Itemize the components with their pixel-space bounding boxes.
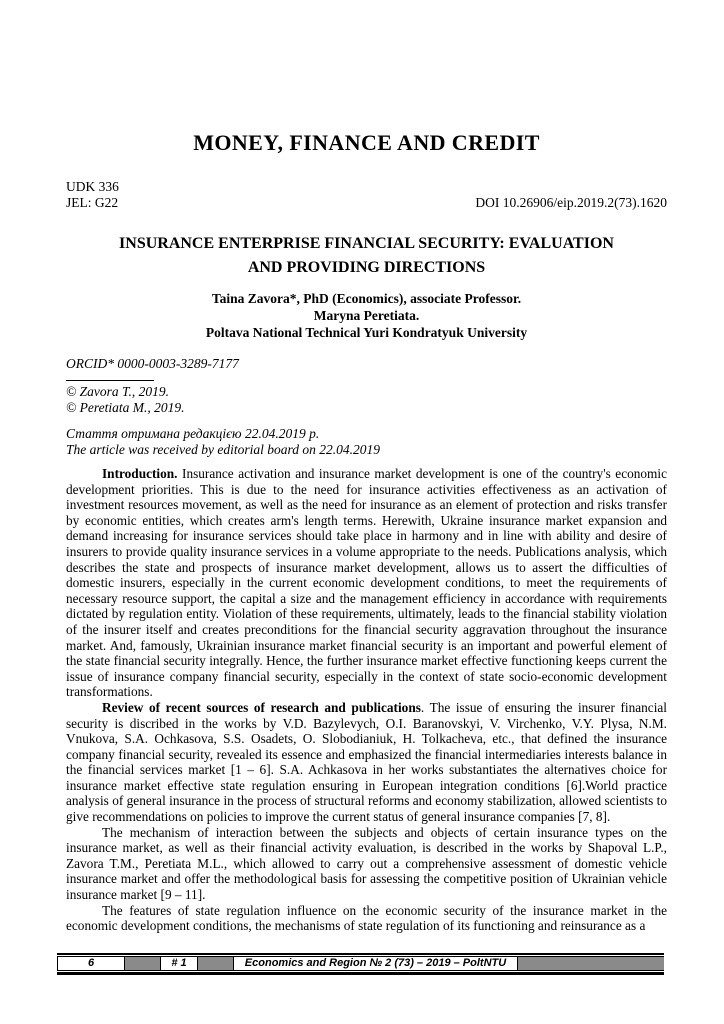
introduction-heading: Introduction. [102,466,178,481]
paragraph-mechanism [66,825,667,903]
jel-code: JEL: G22 [66,195,119,210]
jel-doi-row [66,195,667,211]
received-date-uk: Стаття отримана редакцією 22.04.2019 р. [66,426,320,441]
article-body [66,466,667,934]
footer-journal-title: Economics and Region № 2 (73) – 2019 – PoltNTU [233,957,518,970]
article-title [66,232,667,280]
footer-issue-number: # 1 [160,957,198,970]
introduction-text: Insurance activation and insurance market development is one of the country's economic development priorities. This is due to the need for insurance activities effectiveness as an activation of investment resources movement, as well as the need for insurance as an element of protection and risks transfer by economic entities, which creates arm's length terms. Herewith, Ukraine insurance market expansion and demand increasing for insurance services should take place in harmony and in line with ability and desire of insurers to provide quality insurance services in a volume appropriate to the needs. Publications analysis, which describes the state and prospects of insurance market development, allows us to assert the difficulties of domestic insurers, especially in the current economic development conditions, to meet the requirements of necessary resource support, the capital a size and the management efficiency in accordance with requirements dictated by regulation entity. Violation of these requirements, ultimately, leads to the financial stability violation of the insurer itself and creates preconditions for the financial security aggravation throughout the insurance market. And, famously, Ukrainian insurance market financial security is an important and powerful element of the state financial security integrally. Hence, the further insurance market effective functioning keeps current the issue of insurance company financial security, especially in the context of state socio-economic development transformations. [66,466,667,700]
page-footer [57,953,664,975]
udk-code: UDK 336 [66,179,119,194]
authors-block [66,290,667,341]
review-text: . The issue of ensuring the insurer financial security is discribed in the works by V.D. Bazylevych, O.I. Baranovskyi, V. Virchenko, V.Y. Plysa, N.M. Vnukova, S.A. Ochkasova, S.S. Osadets, O. Slobodianiuk, H. Tolkacheva, etc., that defined the insurance company financial security, revealed its essence and emphasized the financial intermediaries interests balance in the financial services market [1 – 6]. S.A. Achkasova in her works substantiates the alternatives choice for insurance market effective state regulation ensuring in European integration conditions [6].World practice analysis of general insurance in the process of structural reforms and economy stabilization, allowed scientists to give recommendations on policies to improve the current status of general insurance companies [7, 8]. [66,699,667,825]
affiliation-line: Poltava National Technical Yuri Kondratyuk University [205,325,528,340]
doi-label: DOI 10.26906/eip.2019.2(73).1620 [475,195,667,210]
copyright-divider [66,380,154,381]
footer-bottom-rule [57,972,664,975]
paragraph-features [66,903,667,934]
review-heading: Review of recent sources of research and publications [102,699,421,715]
section-title: MONEY, FINANCE AND CREDIT [193,130,540,155]
page-content [66,0,667,934]
footer-spacer-1 [125,957,160,970]
article-title-line-1: INSURANCE ENTERPRISE FINANCIAL SECURITY: EVALUATION [119,235,614,252]
received-date-en: The article was received by editorial board on 22.04.2019 [66,441,380,457]
footer-bar [57,956,664,971]
author-line-1: Taina Zavora*, PhD (Economics), associate Professor. [211,291,522,306]
article-title-line-2: AND PROVIDING DIRECTIONS [247,259,486,276]
author-line-2: Maryna Peretiata. [313,308,420,323]
paragraph-introduction [66,466,667,700]
copyright-line-1: © Zavora T., 2019. [66,384,170,399]
mechanism-text: The mechanism of interaction between the subjects and objects of certain insurance types on the insurance market, as well as their financial activity evaluation, is described in the works by Shapoval L.P., Zavora T.M., Peretiata M.L., which allowed to carry out a comprehensive assessment of domestic vehicle insurance market and offer the methodological basis for assessing the competitive position of Ukrainian vehicle insurance market [9 – 11]. [66,824,667,903]
article-meta [66,179,667,211]
footer-page-number: 6 [57,957,125,970]
copyright-line-2: © Peretiata M., 2019. [66,399,185,415]
features-text: The features of state regulation influence on the economic security of the insurance market in the economic development conditions, the mechanisms of state regulation of its functioning and reinsurance as a [66,902,667,934]
orcid-line: ORCID* 0000-0003-3289-7177 [66,356,239,371]
received-dates [66,426,667,457]
footer-top-rule [57,953,664,955]
footer-spacer-3 [518,957,664,970]
footer-spacer-2 [198,957,233,970]
paragraph-review [66,700,667,825]
